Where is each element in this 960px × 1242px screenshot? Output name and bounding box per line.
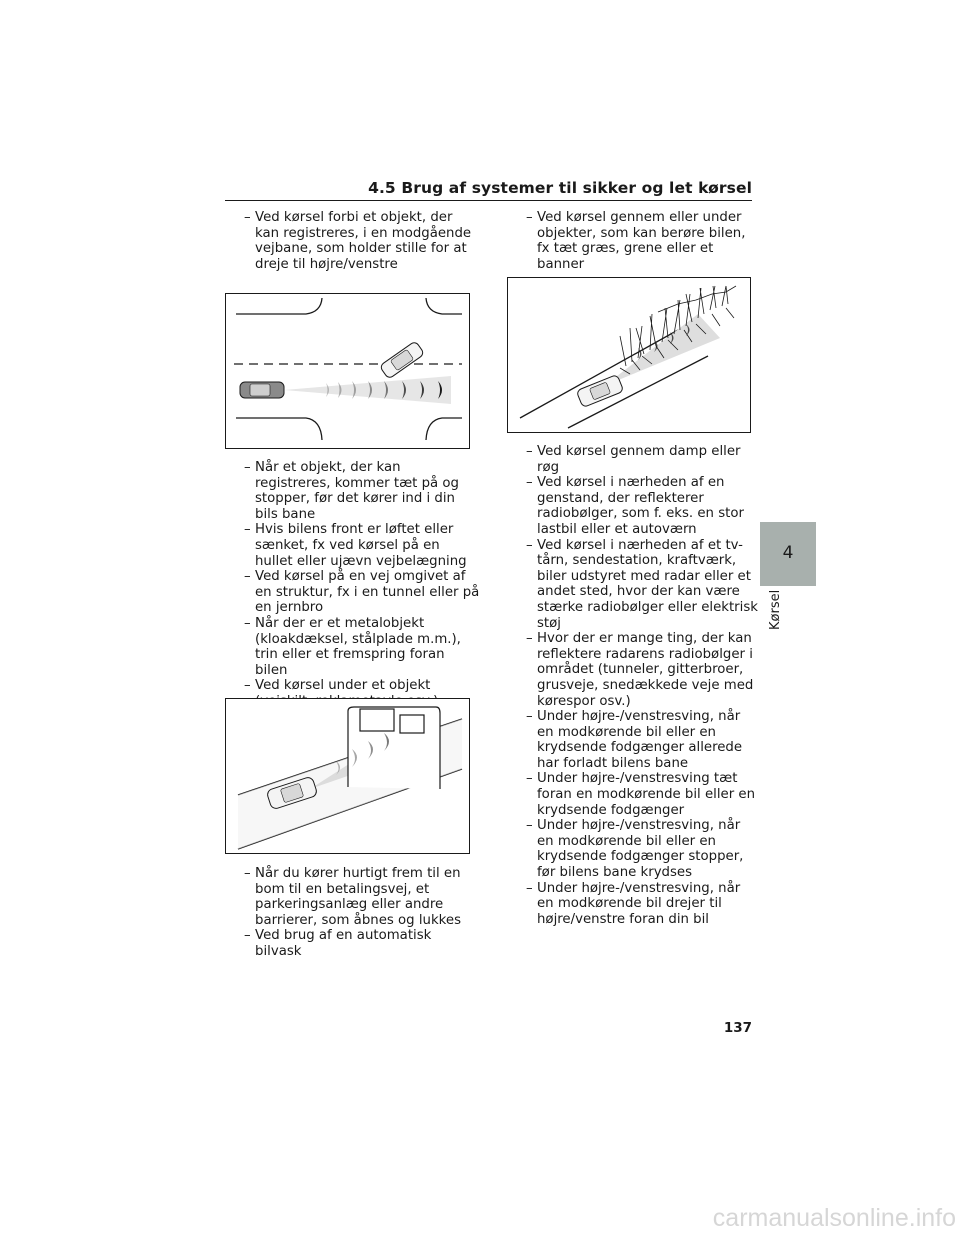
left-list-3 xyxy=(244,866,480,960)
list-item: – Når et objekt, der kan registreres, kommer tæt på og stopper, før det kører ind i din bils bane xyxy=(244,460,480,522)
figure-intersection-oncoming-car xyxy=(225,293,470,449)
list-item: – Ved kørsel på en vej omgivet af en struktur, fx i en tunnel eller på en jernbro xyxy=(244,569,480,616)
chapter-tab xyxy=(760,522,816,586)
section-header xyxy=(225,178,752,201)
list-item: – Ved kørsel under et objekt xyxy=(244,678,480,709)
section-title: 4.5 Brug af systemer til sikker og let kørsel xyxy=(368,179,752,197)
list-item: – Ved kørsel i nærheden af et tv-tårn, sendestation, kraftværk, biler udstyret med radar eller et andet sted, hvor der kan være stærke radiobølger eller elektrisk støj xyxy=(526,538,758,632)
chapter-label: Kørsel xyxy=(768,589,783,630)
list-item: – Under højre-/venstresving, når en modkørende bil eller en krydsende fodgænger stopper, før bilens bane krydses xyxy=(526,818,758,880)
list-item: – Hvis bilens front er løftet eller sænket, fx ved kørsel på en hullet eller ujævn vejbelægning xyxy=(244,522,480,569)
list-item: – Under højre-/venstresving, når en modkørende bil eller en krydsende fodgænger allerede har forladt bilens bane xyxy=(526,709,758,771)
list-item: – Under højre-/venstresving, når en modkørende bil drejer til højre/venstre foran din bil xyxy=(526,881,758,928)
list-item: – Ved kørsel gennem damp eller røg xyxy=(526,444,758,475)
right-list-1 xyxy=(526,210,758,272)
page-number: 137 xyxy=(723,1020,752,1036)
list-item: – Ved brug af en automatisk bilvask xyxy=(244,928,480,959)
left-list-2 xyxy=(244,460,480,710)
chapter-label-wrap xyxy=(768,590,784,630)
figure-overhead-sign xyxy=(225,698,470,854)
list-item: – Når du kører hurtigt frem til en bom til en betalingsvej, et parkeringsanlæg eller andre barrierer, som åbnes og lukkes xyxy=(244,866,480,928)
left-list-1 xyxy=(244,210,480,272)
list-item: – Ved kørsel gennem eller under objekter, som kan berøre bilen, fx tæt græs, grene eller et banner xyxy=(526,210,758,272)
watermark: carmanualsonline.info xyxy=(712,1204,956,1232)
list-item: – Ved kørsel forbi et objekt, der kan registreres, i en modgående vejbane, som holder stille for at dreje til højre/venstre xyxy=(244,210,480,272)
chapter-number: 4 xyxy=(782,543,794,563)
list-item: – Ved kørsel i nærheden af en genstand, der reflekterer radiobølger, som f. eks. en stor lastbil eller et autoværn xyxy=(526,475,758,537)
right-list-2 xyxy=(526,444,758,927)
figure-grass-branches xyxy=(507,277,751,433)
list-item: – Når der er et metalobjekt (kloakdæksel, stålplade m.m.), trin eller et fremspring foran bilen xyxy=(244,616,480,678)
list-item: – Hvor der er mange ting, der kan reflektere radarens radiobølger i området (tunneler, gitterbroer, grusveje, snedækkede veje med kørespor osv.) xyxy=(526,631,758,709)
list-item: – Under højre-/venstresving tæt foran en modkørende bil eller en krydsende fodgænger xyxy=(526,771,758,818)
